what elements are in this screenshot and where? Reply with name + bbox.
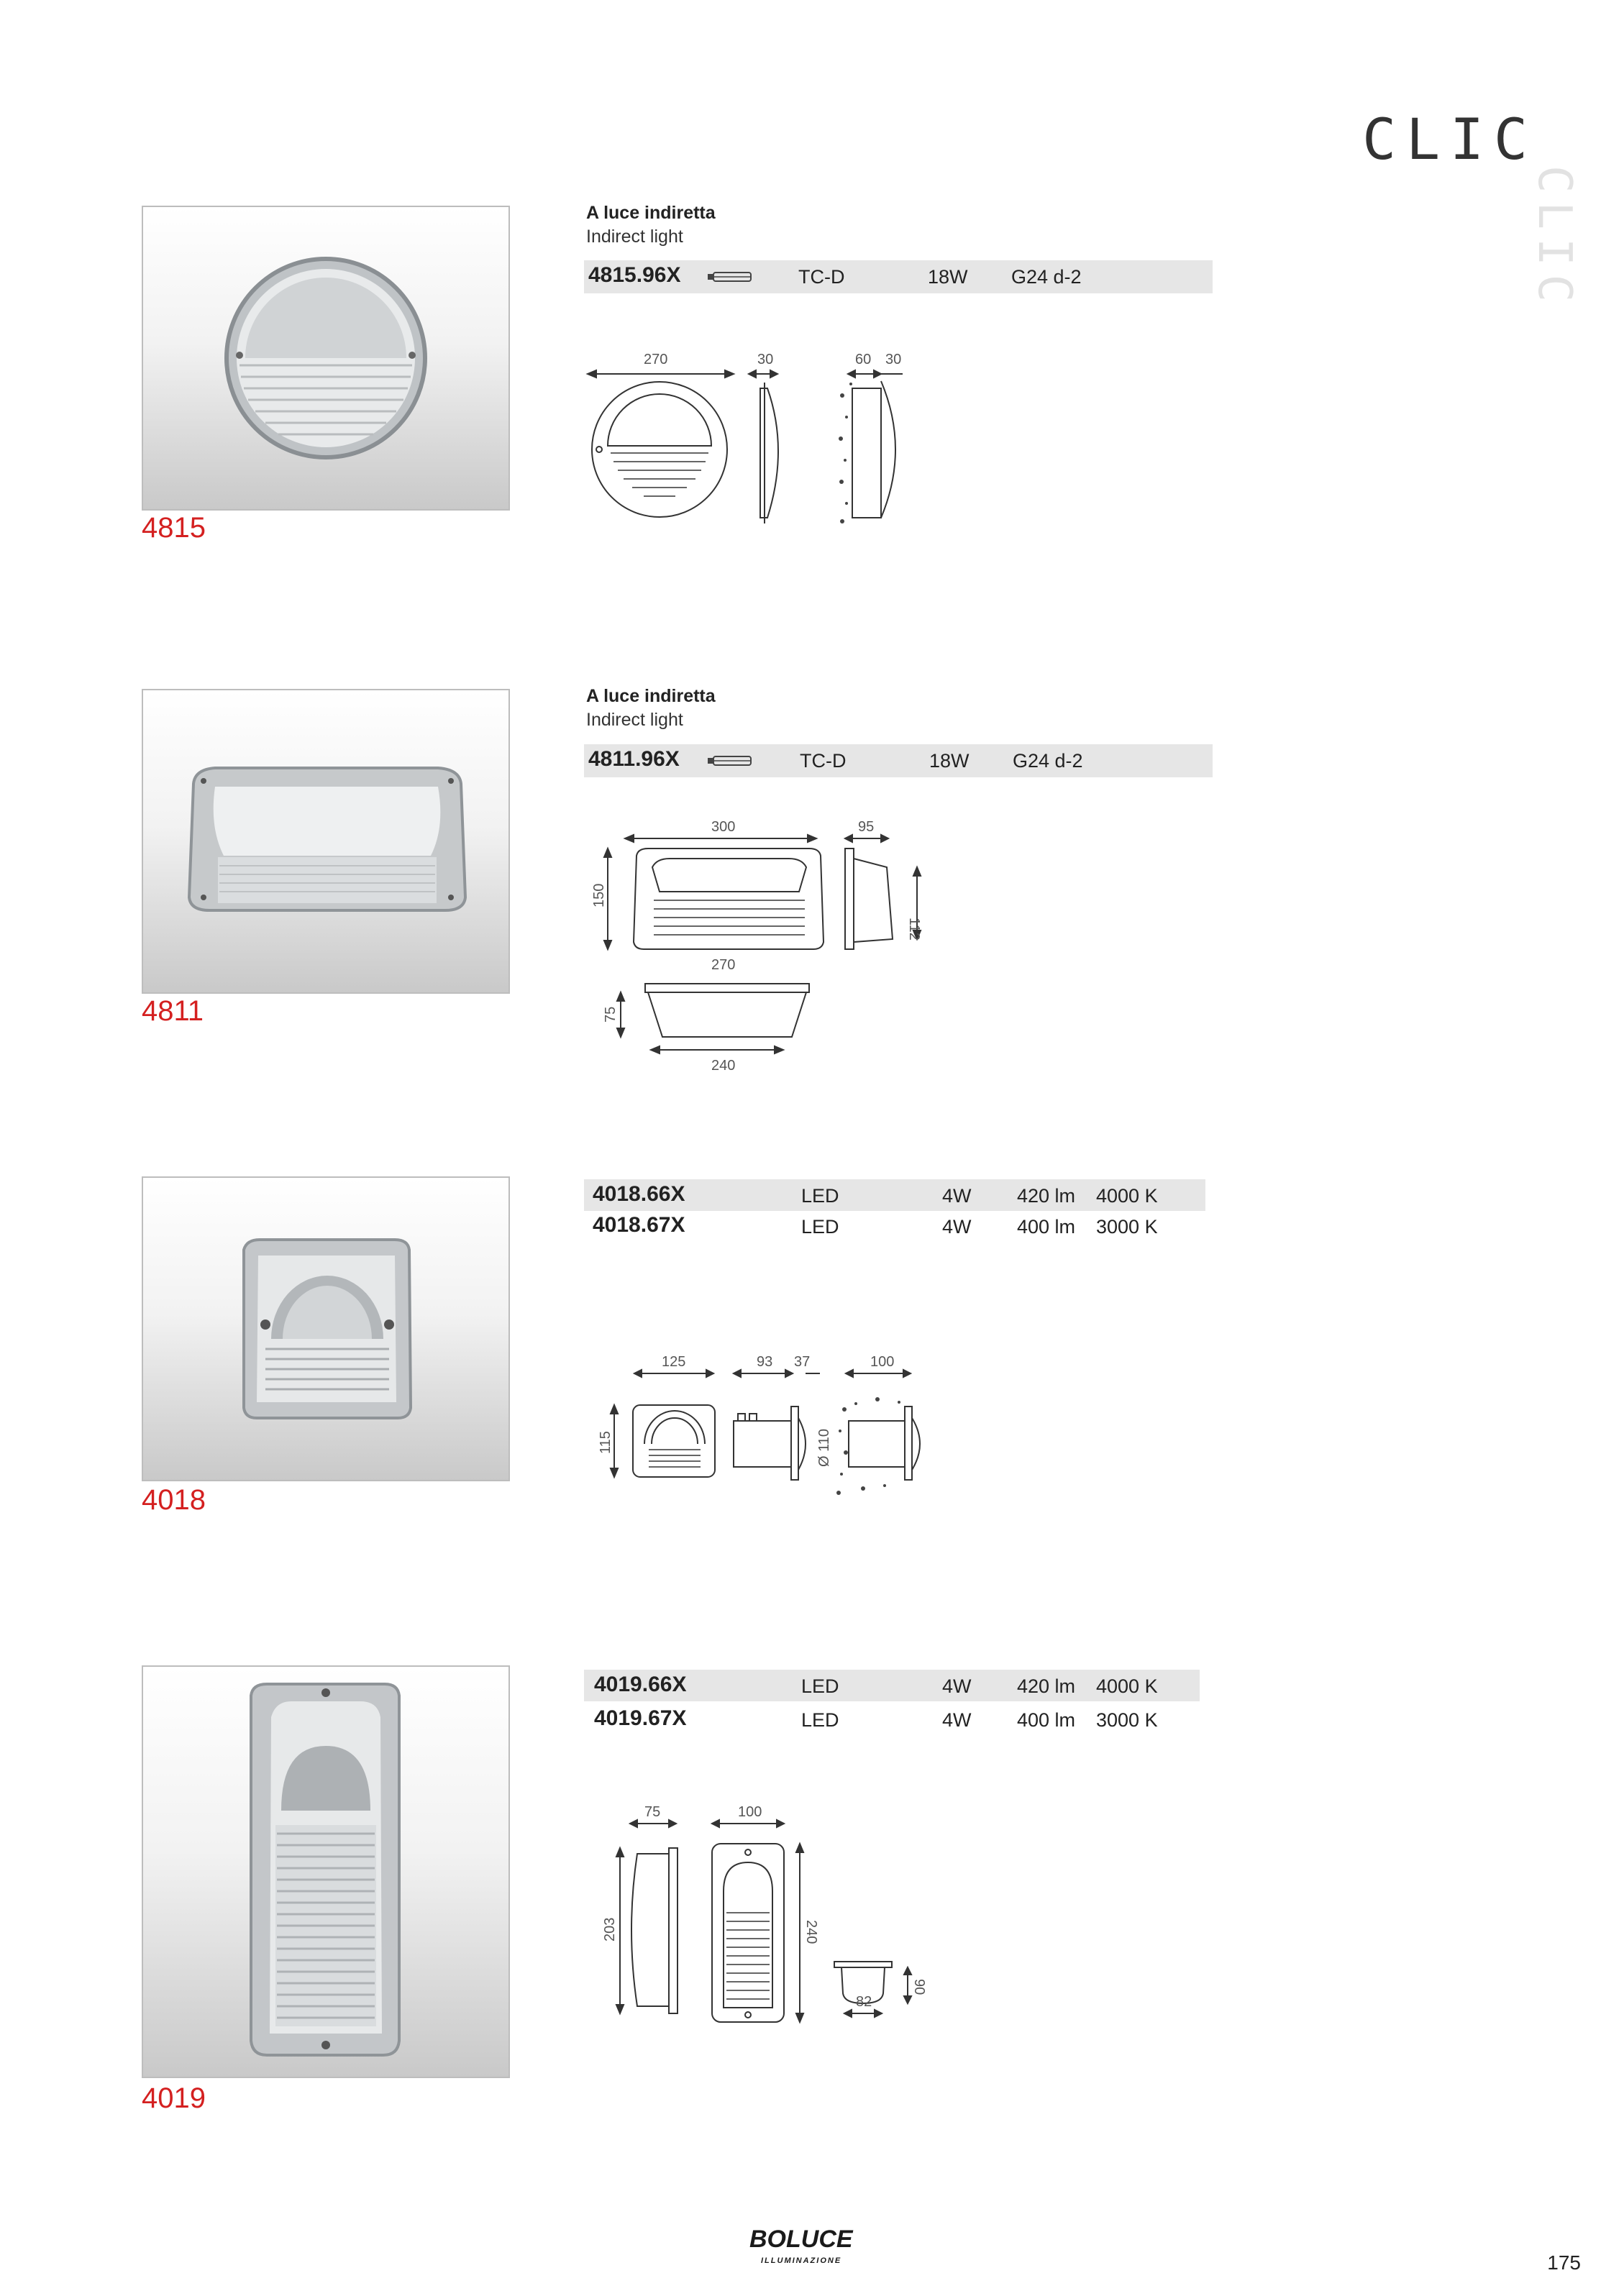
- dimension-label: 90: [911, 1979, 927, 1995]
- heading-italian: A luce indiretta: [586, 686, 716, 706]
- brand-watermark: CLIC: [1528, 165, 1581, 311]
- dimension-label: 30: [885, 352, 902, 367]
- dimension-label: 150: [591, 883, 607, 907]
- product-code: 4811.96X: [588, 747, 680, 771]
- lamp-tube-icon: [706, 754, 752, 767]
- dimension-label: 60: [855, 352, 872, 367]
- lamp-tube-icon: [706, 270, 752, 283]
- luminous-flux: 400 lm: [1017, 1709, 1076, 1731]
- lamp-socket: G24 d-2: [1011, 266, 1082, 288]
- model-number: 4811: [142, 995, 204, 1027]
- luminous-flux: 420 lm: [1017, 1185, 1076, 1207]
- dimension-label: 95: [858, 819, 875, 835]
- lamp-power: 18W: [928, 266, 968, 288]
- page-number: 175: [1547, 2251, 1581, 2274]
- color-temperature: 4000 K: [1096, 1185, 1158, 1207]
- dimension-label: 270: [711, 957, 736, 973]
- lamp-power: 4W: [942, 1675, 972, 1697]
- product-heading: [586, 203, 716, 247]
- product-photo-4815: [142, 206, 510, 511]
- spec-row: [584, 260, 1213, 293]
- dimension-label: 75: [603, 1006, 619, 1023]
- color-temperature: 3000 K: [1096, 1216, 1158, 1238]
- color-temperature: 3000 K: [1096, 1709, 1158, 1731]
- lamp-power: 18W: [929, 750, 970, 772]
- model-number: 4019: [142, 2082, 206, 2114]
- rectangular-wall-light-image: [143, 690, 508, 992]
- dimension-label: 300: [711, 819, 736, 835]
- product-code: 4019.67X: [594, 1706, 687, 1730]
- product-photo-4019: [142, 1665, 510, 2078]
- heading-english: Indirect light: [586, 227, 683, 247]
- dimension-label: 100: [870, 1354, 895, 1370]
- dimension-label: 115: [598, 1431, 613, 1454]
- dimension-label: 93: [757, 1354, 773, 1370]
- technical-drawing-4811: [579, 813, 967, 1079]
- product-photo-4018: [142, 1176, 510, 1481]
- spec-row: [584, 744, 1213, 777]
- dimension-label: 125: [662, 1354, 686, 1370]
- lamp-type: TC-D: [800, 750, 847, 772]
- product-heading: [586, 686, 716, 731]
- dimension-label: 270: [644, 352, 668, 367]
- luminous-flux: 420 lm: [1017, 1675, 1076, 1697]
- vertical-step-light-image: [143, 1667, 508, 2077]
- lamp-type: LED: [801, 1216, 839, 1238]
- lamp-type: LED: [801, 1675, 839, 1697]
- dimension-label: 75: [644, 1804, 661, 1820]
- brand-title: CLIC: [1362, 108, 1538, 173]
- lamp-power: 4W: [942, 1185, 972, 1207]
- dimension-label: 30: [757, 352, 774, 367]
- product-code: 4018.66X: [593, 1182, 685, 1206]
- heading-english: Indirect light: [586, 710, 683, 730]
- dimension-label: 240: [803, 1920, 819, 1944]
- model-number: 4018: [142, 1484, 206, 1516]
- dimension-label: 82: [856, 1994, 872, 2010]
- dimension-label: 240: [711, 1058, 736, 1074]
- luminous-flux: 400 lm: [1017, 1216, 1076, 1238]
- logo-wordmark: BOLUCE: [749, 2226, 853, 2253]
- product-code: 4815.96X: [588, 263, 681, 287]
- color-temperature: 4000 K: [1096, 1675, 1158, 1697]
- lamp-power: 4W: [942, 1216, 972, 1238]
- product-code: 4018.67X: [593, 1213, 685, 1237]
- spec-row: [584, 1703, 1200, 1737]
- technical-drawing-4018: [597, 1352, 971, 1510]
- heading-italian: A luce indiretta: [586, 203, 716, 223]
- spec-row: [584, 1670, 1200, 1703]
- lamp-socket: G24 d-2: [1013, 750, 1083, 772]
- technical-drawing-4019: [597, 1798, 957, 2028]
- lamp-type: LED: [801, 1709, 839, 1731]
- product-photo-4811: [142, 689, 510, 994]
- round-wall-light-image: [143, 207, 508, 509]
- lamp-type: TC-D: [798, 266, 845, 288]
- dimension-label: 112: [906, 918, 922, 941]
- dimension-label: 203: [602, 1917, 618, 1941]
- boluce-logo: [747, 2223, 867, 2269]
- lamp-power: 4W: [942, 1709, 972, 1731]
- dimension-label: 100: [738, 1804, 762, 1820]
- product-code: 4019.66X: [594, 1673, 687, 1696]
- model-number: 4815: [142, 512, 206, 544]
- technical-drawing-4815: [579, 338, 939, 532]
- lamp-type: LED: [801, 1185, 839, 1207]
- spec-row: [584, 1179, 1205, 1212]
- dimension-label: Ø 110: [816, 1429, 832, 1467]
- dimension-label: 37: [794, 1354, 811, 1370]
- spec-row: [584, 1210, 1205, 1243]
- square-step-light-image: [143, 1178, 508, 1480]
- logo-subtitle: ILLUMINAZIONE: [761, 2256, 842, 2265]
